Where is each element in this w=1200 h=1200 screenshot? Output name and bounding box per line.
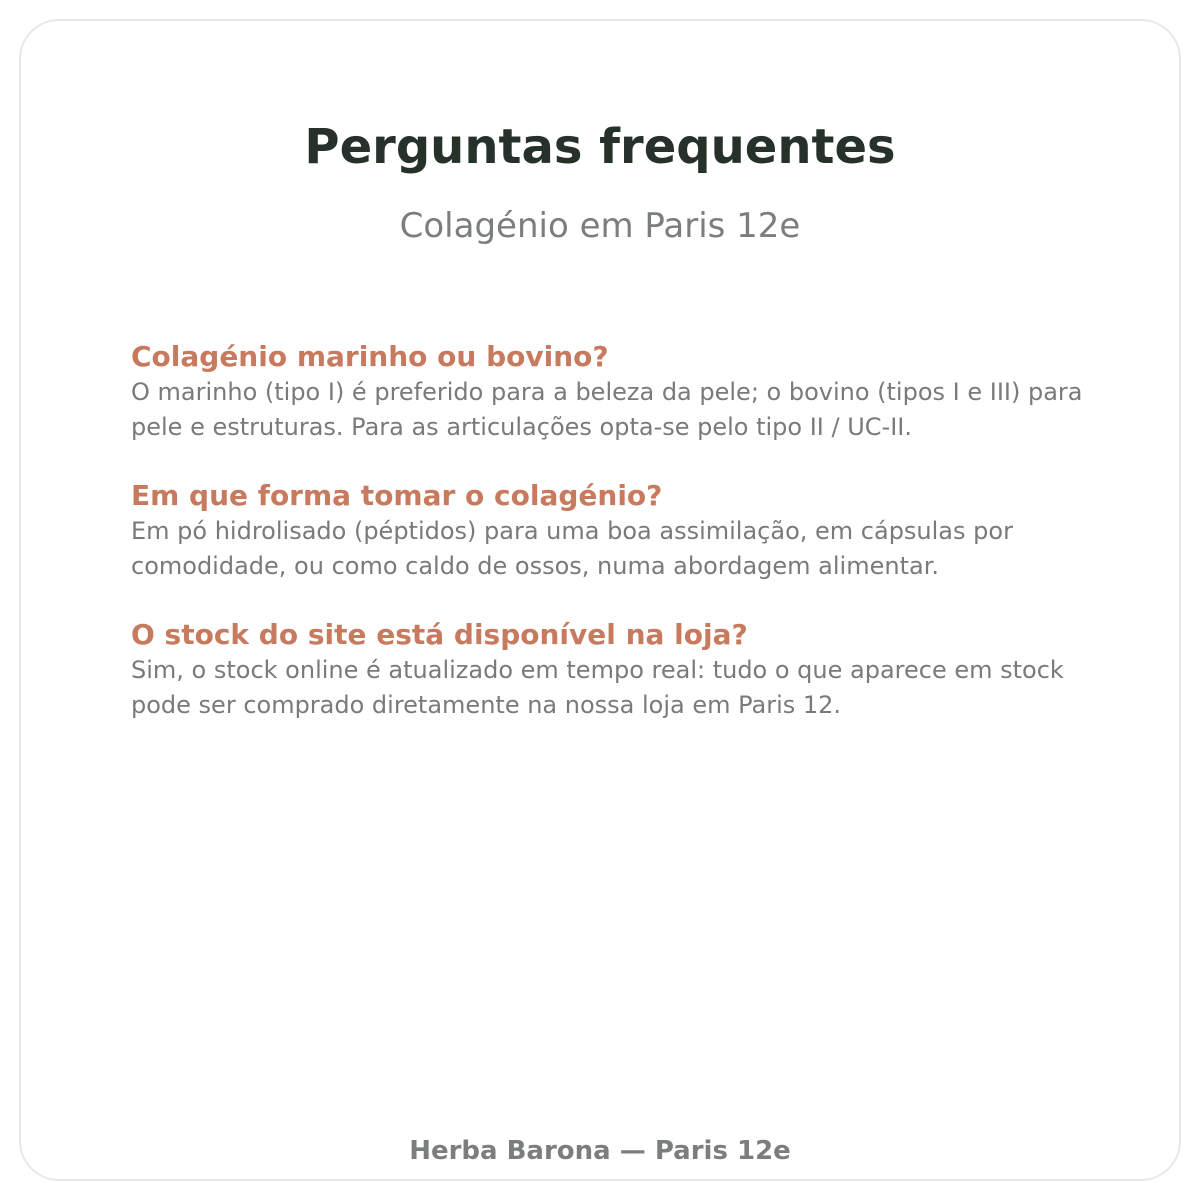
faq-item: [131, 339, 1131, 478]
page-subtitle: Colagénio em Paris 12e: [399, 206, 801, 246]
footer-brand: Herba Barona — Paris 12e: [409, 1136, 791, 1166]
faq-answer: O marinho (tipo I) é preferido para a beleza da pele; o bovino (tipos I e III) para pele e estruturas. Para as articulações opta-se pelo tipo II / UC-II.: [131, 378, 1083, 441]
page-title: Perguntas frequentes: [304, 119, 896, 175]
faq-item: [131, 617, 1131, 756]
faq-item: [131, 478, 1131, 617]
faq-answer: Sim, o stock online é atualizado em tempo real: tudo o que aparece em stock pode ser comprado diretamente na nossa loja em Paris 12.: [131, 656, 1064, 719]
faq-card: [19, 19, 1181, 1181]
faq-question: Colagénio marinho ou bovino?: [131, 340, 609, 373]
faq-question: Em que forma tomar o colagénio?: [131, 479, 663, 512]
faq-list: [131, 339, 1131, 756]
faq-answer: Em pó hidrolisado (péptidos) para uma boa assimilação, em cápsulas por comodidade, ou como caldo de ossos, numa abordagem alimentar.: [131, 517, 1013, 580]
faq-question: O stock do site está disponível na loja?: [131, 618, 748, 651]
